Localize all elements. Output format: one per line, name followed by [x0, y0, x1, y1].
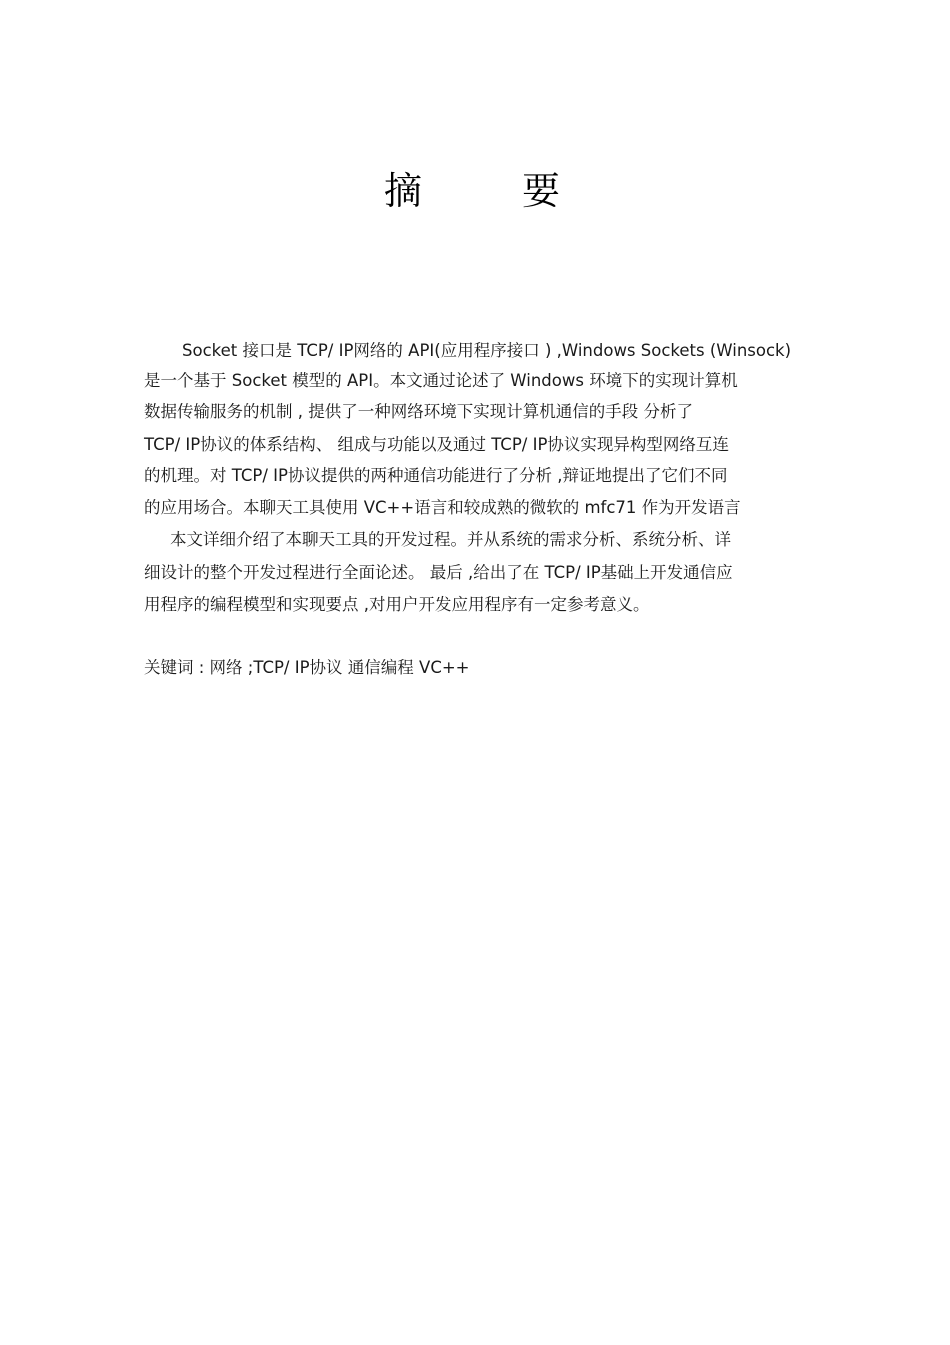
page-title: 摘 要: [383, 169, 605, 213]
abstract-line: Socket 接口是 TCP/ IP网络的 API(应用程序接口 ) ,Windows Sockets (Winsock): [182, 341, 792, 360]
abstract-line: 细设计的整个开发过程进行全面论述。 最后 ,给出了在 TCP/ IP基础上开发通信应: [144, 563, 733, 582]
abstract-line: 是一个基于 Socket 模型的 API。本文通过论述了 Windows 环境下的实现计算机: [144, 371, 738, 390]
keywords-line: 关键词 : 网络 ;TCP/ IP协议 通信编程 VC++: [144, 658, 470, 677]
abstract-line: 的机理。对 TCP/ IP协议提供的两种通信功能进行了分析 ,辩证地提出了它们不同: [144, 466, 728, 485]
abstract-line: 用程序的编程模型和实现要点 ,对用户开发应用程序有一定参考意义。: [144, 595, 650, 614]
abstract-line: TCP/ IP协议的体系结构、 组成与功能以及通过 TCP/ IP协议实现异构型网络互连: [144, 435, 729, 454]
abstract-line: 本文详细介绍了本聊天工具的开发过程。并从系统的需求分析、系统分析、详: [170, 530, 731, 549]
abstract-line: 的应用场合。本聊天工具使用 VC++语言和较成熟的微软的 mfc71 作为开发语言: [144, 498, 741, 517]
abstract-line: 数据传输服务的机制 , 提供了一种网络环境下实现计算机通信的手段 分析了: [144, 402, 693, 421]
